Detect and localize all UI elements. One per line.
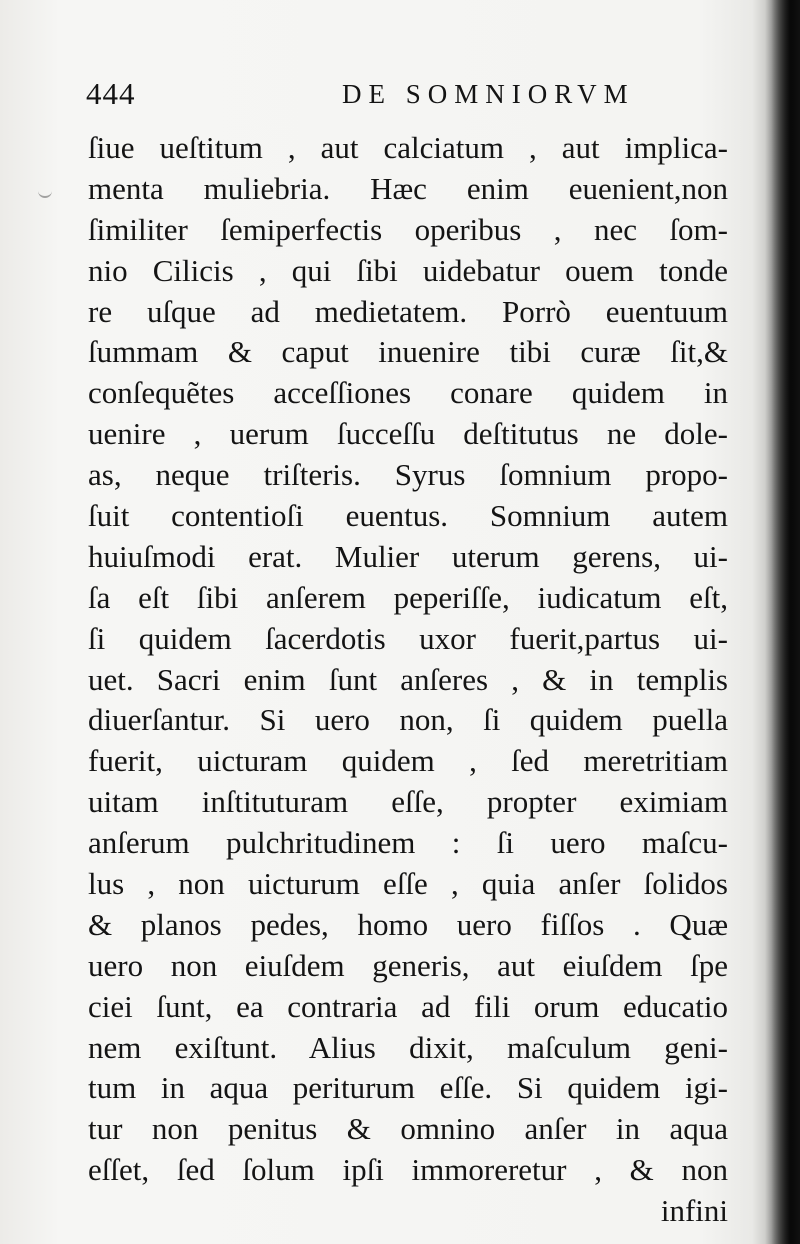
running-head: DE SOMNIORVM	[342, 79, 635, 109]
page-blemish	[38, 186, 52, 198]
text-line: uenire , uerum ſucceſſu deſtitutus ne dole-	[88, 416, 728, 452]
binding-shadow	[752, 0, 800, 1244]
text-line: fuerit, uicturam quidem , ſed meretritiam	[88, 743, 728, 779]
text-line: nem exiſtunt. Alius dixit, maſculum geni-	[88, 1029, 728, 1065]
text-line: tum in aqua periturum eſſe. Si quidem igi-	[88, 1070, 728, 1106]
text-line: anſerum pulchritudinem : ſi uero maſcu-	[88, 825, 728, 861]
text-line: nio Cilicis , qui ſibi uidebatur ouem tonde	[88, 252, 728, 288]
text-line: conſequẽtes acceſſiones conare quidem in	[88, 375, 728, 411]
page-number: 444	[86, 76, 136, 111]
text-line: menta muliebria. Hæc enim euenient,non	[88, 170, 728, 206]
text-line: ſuit contentioſi euentus. Somnium autem	[88, 498, 728, 534]
body-text	[88, 128, 728, 1232]
page-header	[86, 74, 746, 114]
text-line: ciei ſunt, ea contraria ad fili orum educatio	[88, 988, 728, 1024]
catchword: infini	[660, 1193, 728, 1229]
text-line: uitam inſtituturam eſſe, propter eximiam	[88, 784, 728, 820]
text-line: re uſque ad medietatem. Porrò euentuum	[88, 293, 728, 329]
text-line: as, neque triſteris. Syrus ſomnium propo-	[88, 457, 728, 493]
text-line: uero non eiuſdem generis, aut eiuſdem ſpe	[88, 947, 728, 983]
text-line: uet. Sacri enim ſunt anſeres , & in templis	[88, 661, 728, 697]
text-line: diuerſantur. Si uero non, ſi quidem puella	[88, 702, 728, 738]
text-line: ſi quidem ſacerdotis uxor fuerit,partus ui-	[88, 620, 728, 656]
text-line: lus , non uicturum eſſe , quia anſer ſolidos	[88, 866, 728, 902]
text-line: tur non penitus & omnino anſer in aqua	[88, 1111, 728, 1147]
text-line: eſſet, ſed ſolum ipſi immoreretur , & non	[88, 1152, 728, 1188]
text-line: ſa eſt ſibi anſerem peperiſſe, iudicatum eſt,	[88, 579, 728, 615]
text-line: ſiue ueſtitum , aut calciatum , aut implica-	[88, 130, 728, 165]
text-line: huiuſmodi erat. Mulier uterum gerens, ui-	[88, 538, 728, 574]
text-line: & planos pedes, homo uero fiſſos . Quæ	[88, 906, 728, 942]
text-line: ſummam & caput inuenire tibi curæ ſit,&	[88, 334, 728, 370]
text-line: ſimiliter ſemiperfectis operibus , nec ſom-	[88, 211, 728, 247]
